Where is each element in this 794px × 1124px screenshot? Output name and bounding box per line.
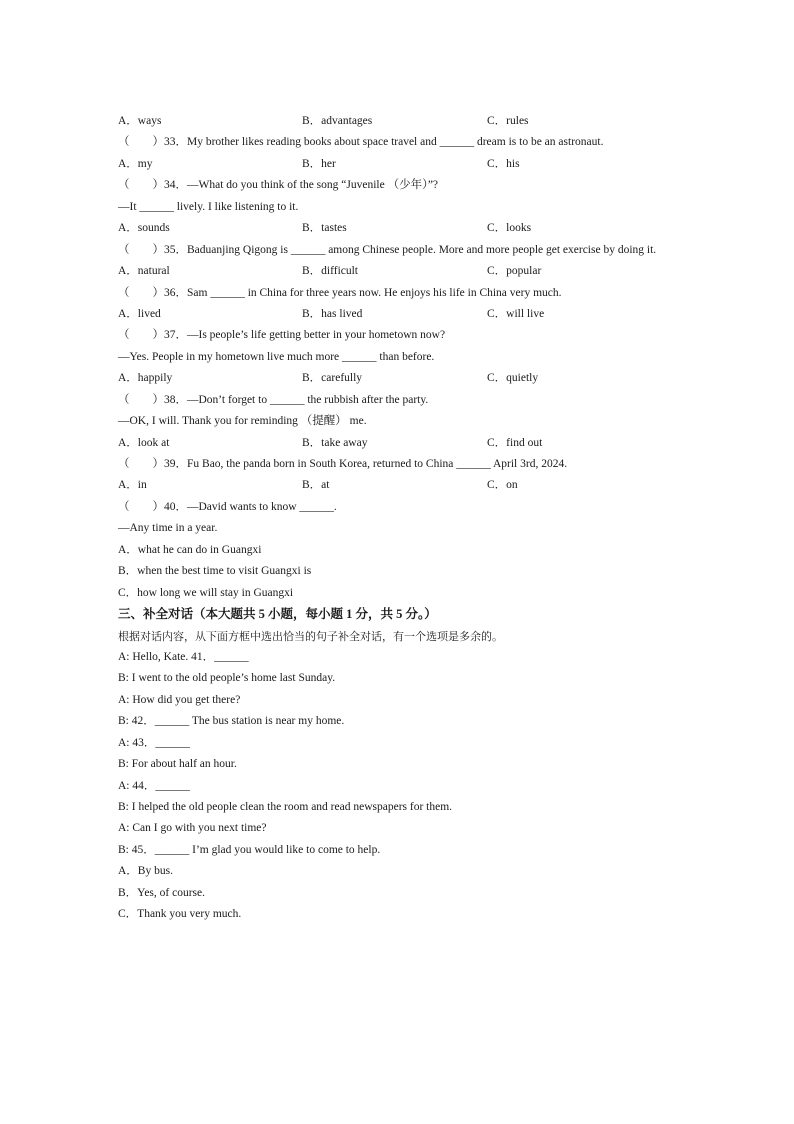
text-line <box>118 818 718 839</box>
line-text: A: 43．______ <box>118 736 190 749</box>
line-text: C．Thank you very much. <box>118 908 242 921</box>
line-text: B: I went to the old people’s home last Sunday. <box>118 672 336 685</box>
option-c: C．on <box>487 479 518 492</box>
option-b: B．carefully <box>302 372 363 385</box>
option-row <box>118 433 718 454</box>
text-line <box>118 175 718 196</box>
option-c: C．find out <box>487 436 543 449</box>
option-a: A．lived <box>118 307 161 320</box>
line-text: A．what he can do in Guangxi <box>118 543 262 556</box>
option-row <box>118 111 718 132</box>
option-row <box>118 368 718 389</box>
option-b: B．difficult <box>302 265 359 278</box>
line-text: B: For about half an hour. <box>118 758 237 771</box>
option-a: A．ways <box>118 115 162 127</box>
text-line <box>118 283 718 304</box>
exam-content <box>118 111 718 926</box>
line-text: B: 45．______ I’m glad you would like to come to help. <box>118 843 381 856</box>
text-line <box>118 840 718 861</box>
text-line <box>118 325 718 346</box>
option-row <box>118 304 718 325</box>
line-text: B．Yes, of course. <box>118 886 205 899</box>
option-c: C．rules <box>487 115 529 127</box>
line-text: B．when the best time to visit Guangxi is <box>118 565 312 578</box>
line-text: 三、补全对话（本大题共 5 小题，每小题 1 分，共 5 分。） <box>118 607 437 622</box>
option-row <box>118 218 718 239</box>
line-text: （ ）33．My brother likes reading books about space travel and ______ dream is to be an astronaut. <box>118 136 604 149</box>
section-instructions <box>118 626 718 647</box>
option-a: A．sounds <box>118 222 170 235</box>
option-row <box>118 261 718 282</box>
option-a: A．happily <box>118 372 173 385</box>
text-line <box>118 347 718 368</box>
line-text: A: How did you get there? <box>118 693 241 706</box>
option-a: A．look at <box>118 436 170 449</box>
line-text: A: Hello, Kate. 41．______ <box>118 650 249 663</box>
option-c: C．his <box>487 157 520 170</box>
line-text: B: I helped the old people clean the room and read newspapers for them. <box>118 801 453 813</box>
text-line <box>118 454 718 475</box>
line-text: （ ）39．Fu Bao, the panda born in South Korea, returned to China ______ April 3rd, 2024. <box>118 458 568 470</box>
line-text: A．By bus. <box>118 865 173 878</box>
text-line <box>118 390 718 411</box>
option-b: B．tastes <box>302 222 347 235</box>
text-line <box>118 711 718 732</box>
option-a: A．natural <box>118 265 170 278</box>
option-row <box>118 475 718 496</box>
line-text: （ ）35．Baduanjing Qigong is ______ among Chinese people. More and more people get exercise by doing it. <box>118 243 657 256</box>
line-text: A: 44．______ <box>118 779 190 792</box>
text-line <box>118 883 718 904</box>
line-text: —It ______ lively. I like listening to it. <box>118 200 299 213</box>
option-b: B．her <box>302 157 336 170</box>
option-b: B．advantages <box>302 115 373 127</box>
option-b: B．at <box>302 479 330 492</box>
option-c: C．looks <box>487 222 532 235</box>
text-line <box>118 497 718 518</box>
text-line <box>118 797 718 818</box>
option-c: C．will live <box>487 307 545 320</box>
text-line <box>118 583 718 604</box>
text-line <box>118 518 718 539</box>
text-line <box>118 647 718 668</box>
line-text: 根据对话内容，从下面方框中选出恰当的句子补全对话，有一个选项是多余的。 <box>118 629 503 643</box>
line-text: C．how long we will stay in Guangxi <box>118 586 294 599</box>
text-line <box>118 411 718 432</box>
line-text: —Yes. People in my hometown live much more ______ than before. <box>118 350 435 363</box>
text-line <box>118 776 718 797</box>
line-text: —OK, I will. Thank you for reminding （提醒） me. <box>118 415 367 428</box>
line-text: （ ）36．Sam ______ in China for three years now. He enjoys his life in China very much. <box>118 286 562 299</box>
text-line <box>118 561 718 582</box>
line-text: —Any time in a year. <box>118 522 218 535</box>
line-text: （ ）40．—David wants to know ______. <box>118 500 337 513</box>
section-heading <box>118 604 718 625</box>
line-text: A: Can I go with you next time? <box>118 822 267 835</box>
text-line <box>118 197 718 218</box>
option-a: A．my <box>118 157 153 170</box>
text-line <box>118 733 718 754</box>
line-text: （ ）34．—What do you think of the song “Juvenile （少年）”? <box>118 179 439 192</box>
text-line <box>118 540 718 561</box>
text-line <box>118 904 718 925</box>
text-line <box>118 754 718 775</box>
text-line <box>118 240 718 261</box>
text-line <box>118 668 718 689</box>
option-b: B．take away <box>302 436 368 449</box>
text-line <box>118 690 718 711</box>
line-text: （ ）37．—Is people’s life getting better in your hometown now? <box>118 329 446 342</box>
line-text: （ ）38．—Don’t forget to ______ the rubbish after the party. <box>118 393 429 406</box>
option-c: C．quietly <box>487 372 539 385</box>
text-line <box>118 861 718 882</box>
option-a: A．in <box>118 479 147 492</box>
line-text: B: 42．______ The bus station is near my home. <box>118 715 345 728</box>
option-c: C．popular <box>487 265 542 278</box>
option-b: B．has lived <box>302 307 363 320</box>
text-line <box>118 132 718 153</box>
option-row <box>118 154 718 175</box>
